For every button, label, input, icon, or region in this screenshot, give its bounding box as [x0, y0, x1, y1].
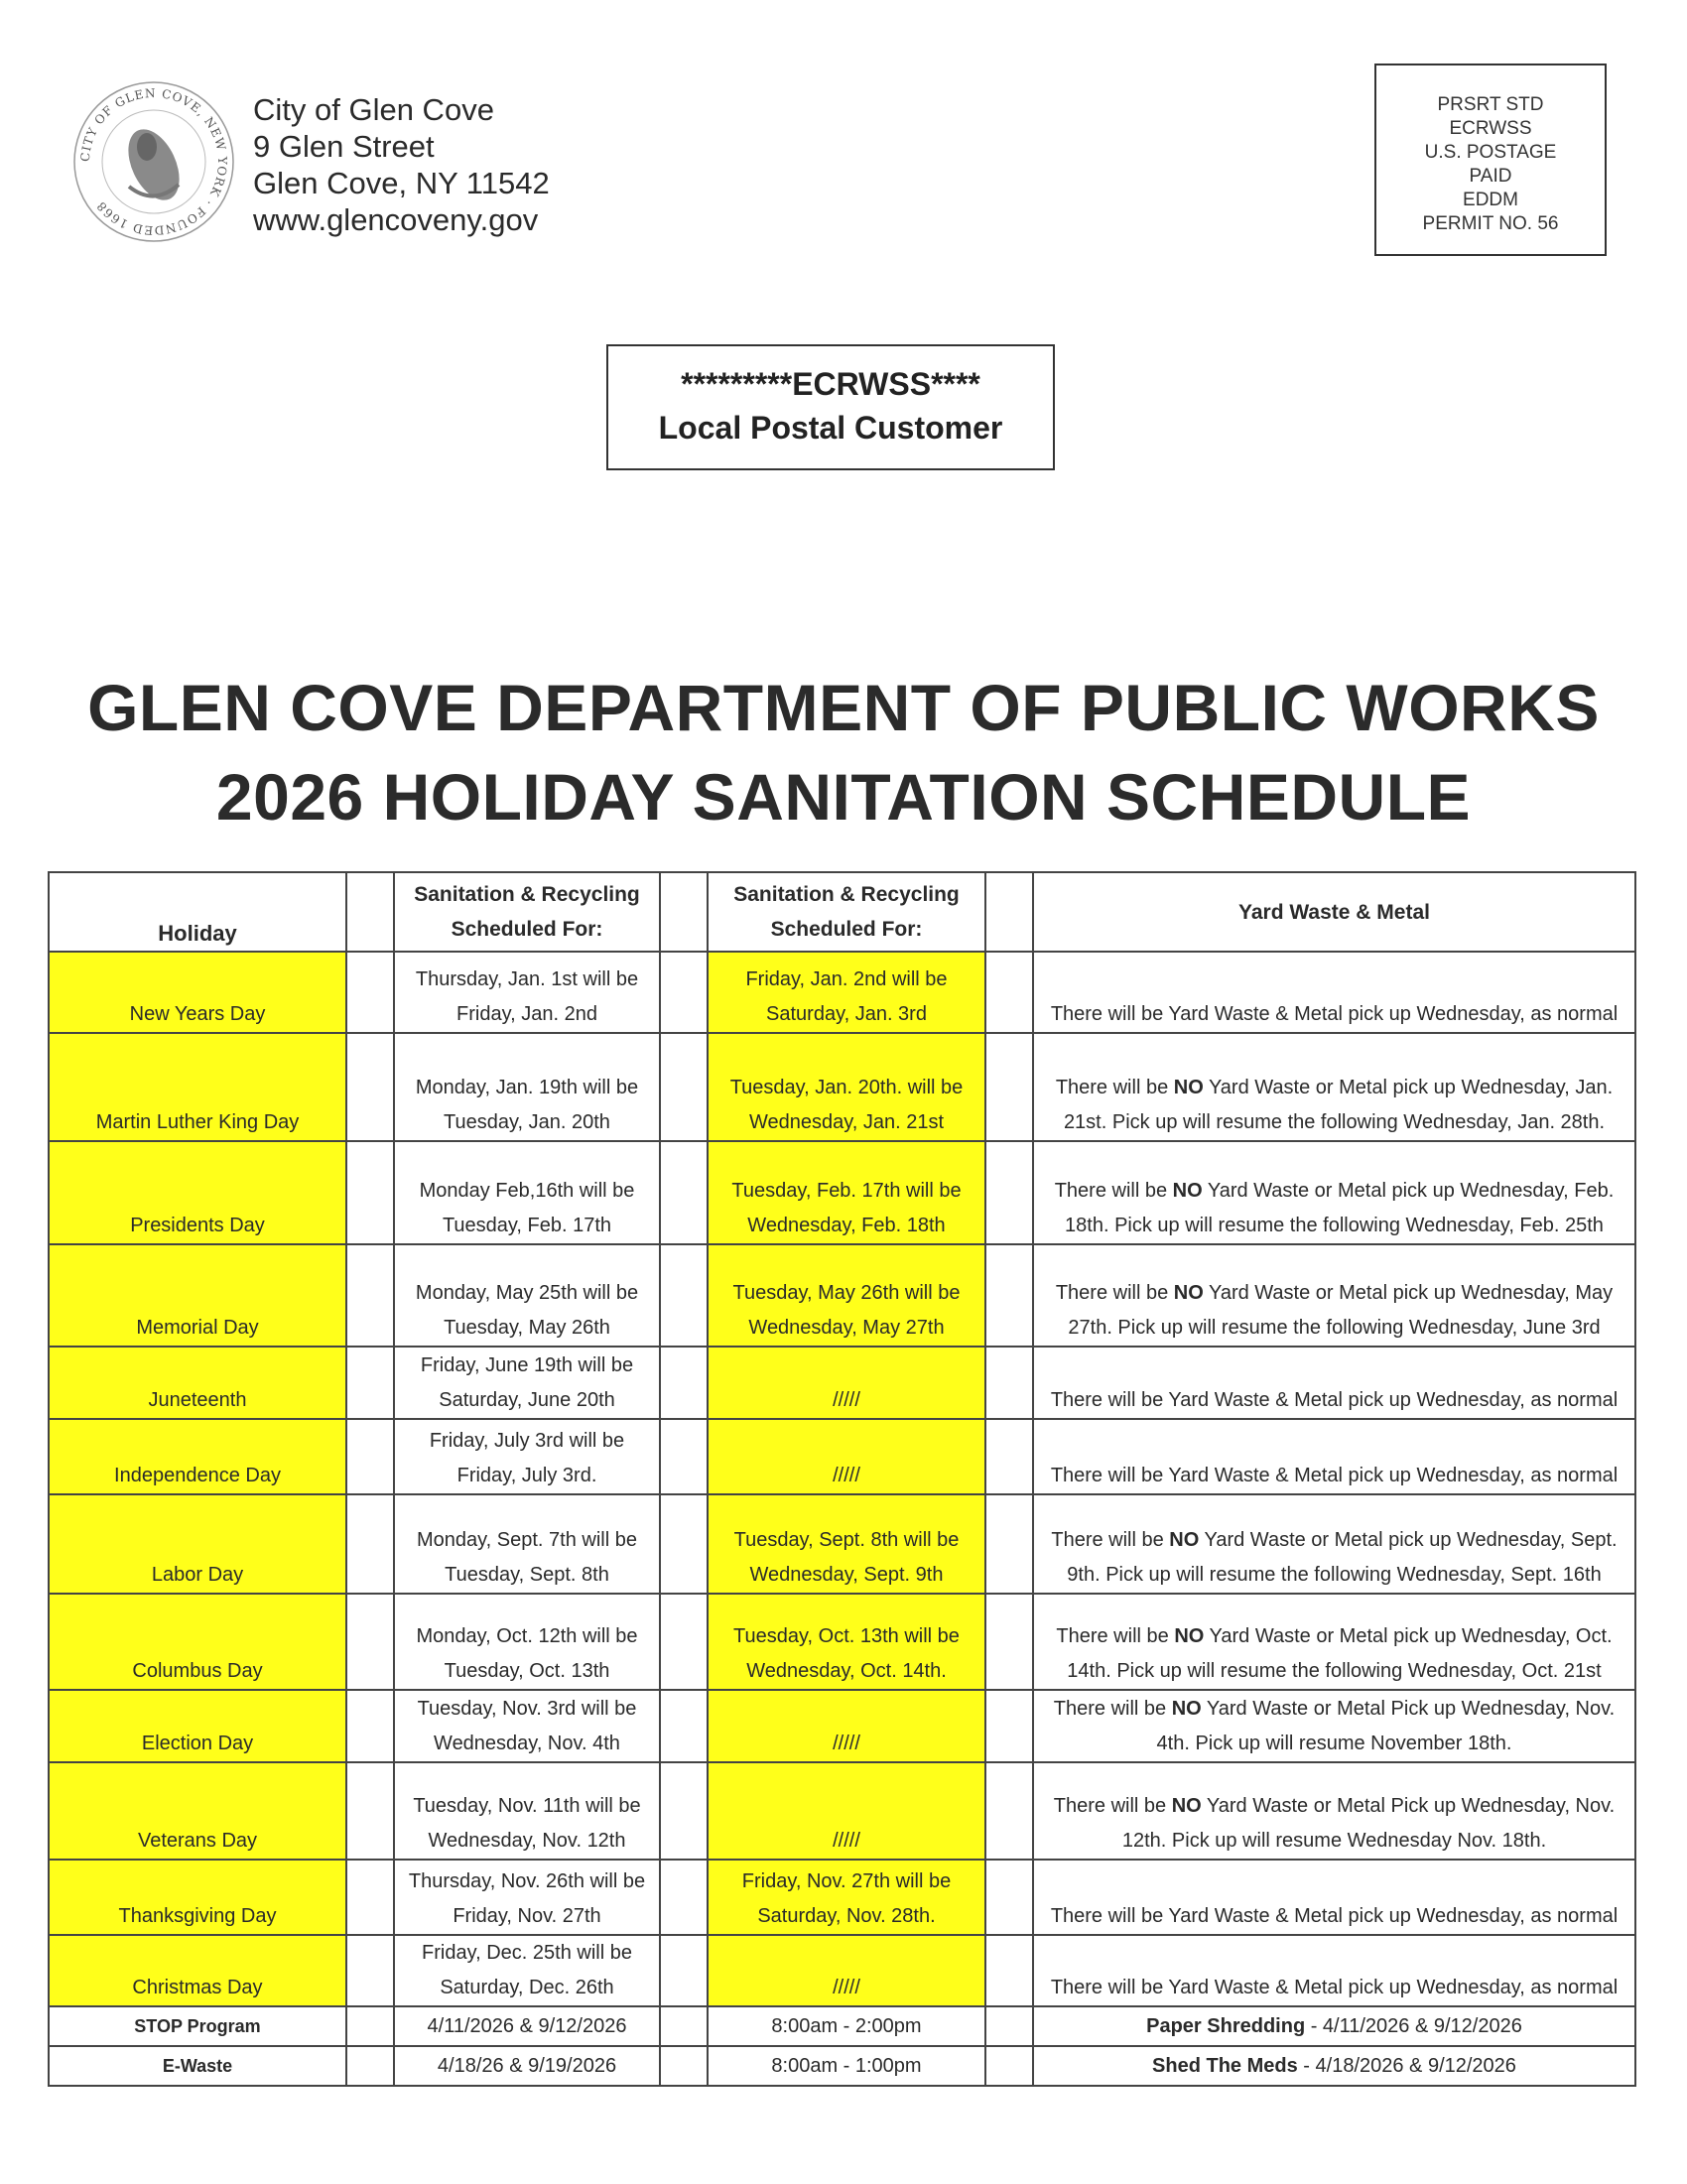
table-row [49, 1244, 1635, 1347]
cell-line: Monday, Jan. 19th will be [415, 1077, 639, 1098]
yard-waste-cell [1033, 1141, 1635, 1244]
column-spacer [660, 872, 708, 952]
cell-line: Tuesday, May 26th will be [732, 1282, 961, 1304]
extra-program-cell [1033, 2046, 1635, 2086]
column-spacer [660, 2006, 708, 2046]
cell-line: Wednesday, Jan. 21st [748, 1111, 945, 1133]
program-time-cell [708, 2046, 985, 2086]
yard-waste-cell [1033, 1494, 1635, 1594]
cell-line: ///// [833, 1977, 860, 1998]
schedule-cell-2 [708, 1494, 985, 1594]
cell-line: Monday Feb,16th will be [419, 1180, 635, 1202]
table-row [49, 1033, 1635, 1141]
column-spacer [346, 1594, 394, 1690]
cell-line: Tuesday, Sept. 8th [445, 1564, 609, 1586]
ecrwss-line: *********ECRWSS**** [681, 366, 980, 402]
cell-line: There will be NO Yard Waste or Metal pick up Wednesday, Oct. [1056, 1625, 1613, 1647]
holiday-name: Thanksgiving Day [118, 1905, 277, 1927]
program-time-cell [708, 2006, 985, 2046]
extra-program-label: Shed The Meds [1152, 2054, 1298, 2077]
holiday-cell [49, 1141, 346, 1244]
cell-line: 4th. Pick up will resume November 18th. [1156, 1733, 1512, 1754]
cell-line: Wednesday, May 27th [748, 1317, 945, 1339]
schedule-cell-1 [394, 1494, 660, 1594]
schedule-cell-1 [394, 1244, 660, 1347]
holiday-name: Independence Day [114, 1465, 281, 1486]
table-header-row [49, 872, 1635, 952]
cell-line: ///// [833, 1389, 860, 1411]
extra-program-dates: - 4/11/2026 & 9/12/2026 [1305, 2014, 1522, 2037]
column-spacer [660, 1244, 708, 1347]
column-spacer [346, 1762, 394, 1860]
table-row [49, 1935, 1635, 2006]
cell-line: 18th. Pick up will resume the following Wednesday, Feb. 25th [1065, 1215, 1604, 1236]
schedule-cell-2 [708, 1594, 985, 1690]
holiday-cell [49, 1860, 346, 1935]
extra-program-dates: - 4/18/2026 & 9/12/2026 [1297, 2054, 1516, 2077]
column-spacer [985, 1494, 1033, 1594]
schedule-cell-2 [708, 1860, 985, 1935]
table-row [49, 952, 1635, 1033]
holiday-name: Election Day [141, 1733, 254, 1754]
program-label: E-Waste [162, 2055, 233, 2076]
cell-line: Saturday, Nov. 28th. [757, 1905, 936, 1927]
column-spacer [985, 1860, 1033, 1935]
program-row [49, 2006, 1635, 2046]
holiday-name: Columbus Day [132, 1660, 263, 1682]
column-spacer [660, 1141, 708, 1244]
schedule-cell-1 [394, 1690, 660, 1762]
header-label: Sanitation & Recycling [733, 883, 960, 906]
holiday-cell [49, 1347, 346, 1419]
cell-line: Tuesday, Sept. 8th will be [733, 1529, 960, 1551]
cell-line: There will be NO Yard Waste or Metal Pick up Wednesday, Nov. [1053, 1795, 1616, 1817]
cell-line: Saturday, Jan. 3rd [766, 1003, 927, 1025]
cell-line: Monday, Sept. 7th will be [417, 1529, 637, 1551]
yard-waste-cell [1033, 1690, 1635, 1762]
program-dates: 4/11/2026 & 9/12/2026 [427, 2014, 627, 2037]
schedule-cell-2 [708, 1244, 985, 1347]
cell-line: 12th. Pick up will resume Wednesday Nov. 18th. [1121, 1830, 1547, 1852]
header-schedule-1 [394, 872, 660, 952]
schedule-cell-1 [394, 1594, 660, 1690]
column-spacer [346, 1419, 394, 1494]
title-line-1: GLEN COVE DEPARTMENT OF PUBLIC WORKS [87, 671, 1600, 744]
schedule-cell-2 [708, 1347, 985, 1419]
column-spacer [985, 1762, 1033, 1860]
column-spacer [660, 1347, 708, 1419]
cell-line: Monday, Oct. 12th will be [416, 1625, 638, 1647]
column-spacer [346, 1494, 394, 1594]
cell-line: Thursday, Nov. 26th will be [408, 1870, 646, 1892]
holiday-name: Juneteenth [148, 1389, 247, 1411]
holiday-cell [49, 1935, 346, 2006]
cell-line: ///// [833, 1465, 860, 1486]
cell-line: Friday, July 3rd. [456, 1465, 597, 1486]
postage-line: U.S. POSTAGE [1424, 142, 1557, 163]
schedule-cell-1 [394, 1347, 660, 1419]
cell-line: 27th. Pick up will resume the following Wednesday, June 3rd [1068, 1317, 1601, 1339]
address-line: Glen Cove, NY 11542 [253, 166, 550, 200]
address-line: 9 Glen Street [253, 129, 435, 164]
header-label: Scheduled For: [451, 918, 603, 941]
postage-line: ECRWSS [1449, 118, 1532, 139]
yard-waste-cell [1033, 1935, 1635, 2006]
holiday-name: Presidents Day [130, 1215, 265, 1236]
column-spacer [985, 1033, 1033, 1141]
cell-line: Friday, Jan. 2nd will be [745, 968, 948, 990]
table-row [49, 1762, 1635, 1860]
cell-line: Tuesday, Feb. 17th will be [731, 1180, 962, 1202]
cell-line: 21st. Pick up will resume the following Wednesday, Jan. 28th. [1063, 1111, 1606, 1133]
column-spacer [985, 1244, 1033, 1347]
page-title [0, 663, 1687, 841]
holiday-cell [49, 1033, 346, 1141]
yard-waste-cell [1033, 952, 1635, 1033]
column-spacer [660, 952, 708, 1033]
column-spacer [346, 1935, 394, 2006]
table-row [49, 1594, 1635, 1690]
column-spacer [660, 1935, 708, 2006]
postage-line: PAID [1469, 166, 1512, 187]
header-schedule-2 [708, 872, 985, 952]
column-spacer [985, 2046, 1033, 2086]
sender-address [253, 91, 550, 238]
table-row [49, 1494, 1635, 1594]
holiday-schedule-table [48, 871, 1636, 2087]
cell-line: Tuesday, Jan. 20th [444, 1111, 610, 1133]
cell-line: Friday, June 19th will be [420, 1354, 634, 1376]
column-spacer [660, 1860, 708, 1935]
recipient-line: Local Postal Customer [658, 410, 1003, 446]
cell-line: Wednesday, Oct. 14th. [746, 1660, 947, 1682]
recipient-box [606, 344, 1055, 470]
schedule-cell-2 [708, 1690, 985, 1762]
yard-waste-cell [1033, 1419, 1635, 1494]
table-row [49, 1860, 1635, 1935]
header-yard-waste [1033, 872, 1635, 952]
cell-line: There will be NO Yard Waste or Metal pick up Wednesday, Feb. [1054, 1180, 1615, 1202]
extra-program-label: Paper Shredding [1146, 2014, 1306, 2037]
column-spacer [346, 1244, 394, 1347]
cell-line: Tuesday, Nov. 3rd will be [417, 1698, 637, 1720]
cell-line: Wednesday, Feb. 18th [747, 1215, 946, 1236]
table-row [49, 1419, 1635, 1494]
cell-line: There will be NO Yard Waste or Metal pick up Wednesday, Sept. [1051, 1529, 1618, 1551]
cell-line: There will be Yard Waste & Metal pick up Wednesday, as normal [1050, 1977, 1619, 1998]
schedule-cell-1 [394, 1141, 660, 1244]
column-spacer [660, 1033, 708, 1141]
holiday-name: New Years Day [129, 1003, 266, 1025]
cell-line: Tuesday, Nov. 11th will be [413, 1795, 641, 1817]
cell-line: Friday, Nov. 27th [453, 1905, 601, 1927]
column-spacer [660, 1419, 708, 1494]
column-spacer [985, 1690, 1033, 1762]
holiday-cell [49, 1690, 346, 1762]
program-cell [49, 2046, 346, 2086]
holiday-name: Christmas Day [132, 1977, 263, 1998]
holiday-cell [49, 1244, 346, 1347]
column-spacer [346, 1690, 394, 1762]
title-line-2: 2026 HOLIDAY SANITATION SCHEDULE [215, 760, 1472, 834]
table-row [49, 1690, 1635, 1762]
cell-line: 14th. Pick up will resume the following Wednesday, Oct. 21st [1067, 1660, 1602, 1682]
extra-program-cell [1033, 2006, 1635, 2046]
table-row [49, 1347, 1635, 1419]
holiday-cell [49, 1419, 346, 1494]
cell-line: Saturday, June 20th [439, 1389, 615, 1411]
cell-line: ///// [833, 1830, 860, 1852]
postage-indicia [1374, 64, 1607, 256]
schedule-cell-2 [708, 1935, 985, 2006]
cell-line: Wednesday, Nov. 4th [434, 1733, 620, 1754]
schedule-cell-1 [394, 952, 660, 1033]
cell-line: Saturday, Dec. 26th [440, 1977, 614, 1998]
column-spacer [660, 1762, 708, 1860]
column-spacer [660, 1690, 708, 1762]
column-spacer [985, 952, 1033, 1033]
cell-line: Tuesday, Feb. 17th [442, 1215, 612, 1236]
program-label: STOP Program [134, 2015, 261, 2036]
yard-waste-cell [1033, 1762, 1635, 1860]
cell-line: There will be NO Yard Waste or Metal pick up Wednesday, Jan. [1055, 1077, 1614, 1098]
column-spacer [346, 872, 394, 952]
holiday-name: Memorial Day [136, 1317, 259, 1339]
schedule-cell-2 [708, 1141, 985, 1244]
city-seal-logo [69, 77, 238, 246]
column-spacer [985, 1419, 1033, 1494]
schedule-cell-1 [394, 1033, 660, 1141]
cell-line: There will be Yard Waste & Metal pick up Wednesday, as normal [1050, 1003, 1619, 1025]
program-time: 8:00am - 1:00pm [771, 2054, 922, 2077]
holiday-cell [49, 1594, 346, 1690]
column-spacer [985, 1594, 1033, 1690]
yard-waste-cell [1033, 1033, 1635, 1141]
address-line: City of Glen Cove [253, 92, 494, 127]
schedule-cell-2 [708, 1419, 985, 1494]
cell-line: There will be Yard Waste & Metal pick up Wednesday, as normal [1050, 1905, 1619, 1927]
column-spacer [346, 1860, 394, 1935]
column-spacer [660, 1494, 708, 1594]
program-dates: 4/18/26 & 9/19/2026 [437, 2054, 617, 2077]
column-spacer [985, 1347, 1033, 1419]
program-dates-cell [394, 2006, 660, 2046]
column-spacer [660, 1594, 708, 1690]
column-spacer [985, 872, 1033, 952]
program-dates-cell [394, 2046, 660, 2086]
column-spacer [346, 1141, 394, 1244]
cell-line: Wednesday, Nov. 12th [428, 1830, 626, 1852]
cell-line: 9th. Pick up will resume the following Wednesday, Sept. 16th [1067, 1564, 1602, 1586]
schedule-cell-2 [708, 1762, 985, 1860]
column-spacer [346, 952, 394, 1033]
program-row [49, 2046, 1635, 2086]
cell-line: Tuesday, May 26th [444, 1317, 610, 1339]
holiday-name: Labor Day [151, 1564, 244, 1586]
postage-line: PERMIT NO. 56 [1422, 213, 1559, 234]
yard-waste-cell [1033, 1860, 1635, 1935]
cell-line: Monday, May 25th will be [415, 1282, 639, 1304]
cell-line: Friday, Dec. 25th will be [422, 1942, 632, 1964]
cell-line: Tuesday, Oct. 13th will be [733, 1625, 960, 1647]
column-spacer [660, 2046, 708, 2086]
schedule-cell-1 [394, 1762, 660, 1860]
cell-line: There will be Yard Waste & Metal pick up Wednesday, as normal [1050, 1389, 1619, 1411]
schedule-cell-1 [394, 1935, 660, 2006]
holiday-cell [49, 1494, 346, 1594]
postage-line: EDDM [1463, 190, 1518, 210]
cell-line: There will be Yard Waste & Metal pick up Wednesday, as normal [1050, 1465, 1619, 1486]
column-spacer [985, 1935, 1033, 2006]
cell-line: Friday, July 3rd will be [429, 1430, 625, 1452]
header-label: Holiday [158, 921, 237, 946]
program-time: 8:00am - 2:00pm [771, 2014, 922, 2037]
schedule-cell-2 [708, 1033, 985, 1141]
header-holiday [49, 872, 346, 952]
column-spacer [346, 2046, 394, 2086]
postage-line: PRSRT STD [1437, 94, 1544, 115]
holiday-name: Veterans Day [137, 1830, 258, 1852]
yard-waste-cell [1033, 1347, 1635, 1419]
program-cell [49, 2006, 346, 2046]
holiday-cell [49, 1762, 346, 1860]
cell-line: Friday, Jan. 2nd [456, 1003, 597, 1025]
header-label: Yard Waste & Metal [1238, 900, 1430, 924]
holiday-cell [49, 952, 346, 1033]
cell-line: Tuesday, Jan. 20th. will be [729, 1077, 964, 1098]
header-label: Scheduled For: [770, 918, 923, 941]
schedule-cell-2 [708, 952, 985, 1033]
holiday-name: Martin Luther King Day [95, 1111, 300, 1133]
cell-line: ///// [833, 1733, 860, 1754]
column-spacer [346, 1347, 394, 1419]
column-spacer [346, 2006, 394, 2046]
svg-text:CITY OF GLEN COVE, NEW YORK ·: CITY OF GLEN COVE, NEW YORK · FOUNDED 1668 [77, 85, 230, 238]
column-spacer [346, 1033, 394, 1141]
column-spacer [985, 2006, 1033, 2046]
table-row [49, 1141, 1635, 1244]
yard-waste-cell [1033, 1244, 1635, 1347]
schedule-cell-1 [394, 1419, 660, 1494]
yard-waste-cell [1033, 1594, 1635, 1690]
cell-line: Thursday, Jan. 1st will be [415, 968, 639, 990]
cell-line: Wednesday, Sept. 9th [749, 1564, 944, 1586]
address-line: www.glencoveny.gov [253, 202, 539, 237]
cell-line: There will be NO Yard Waste or Metal pick up Wednesday, May [1055, 1282, 1614, 1304]
schedule-cell-1 [394, 1860, 660, 1935]
cell-line: Tuesday, Oct. 13th [444, 1660, 610, 1682]
header-label: Sanitation & Recycling [414, 883, 640, 906]
cell-line: Friday, Nov. 27th will be [741, 1870, 952, 1892]
column-spacer [985, 1141, 1033, 1244]
cell-line: There will be NO Yard Waste or Metal Pick up Wednesday, Nov. [1053, 1698, 1616, 1720]
